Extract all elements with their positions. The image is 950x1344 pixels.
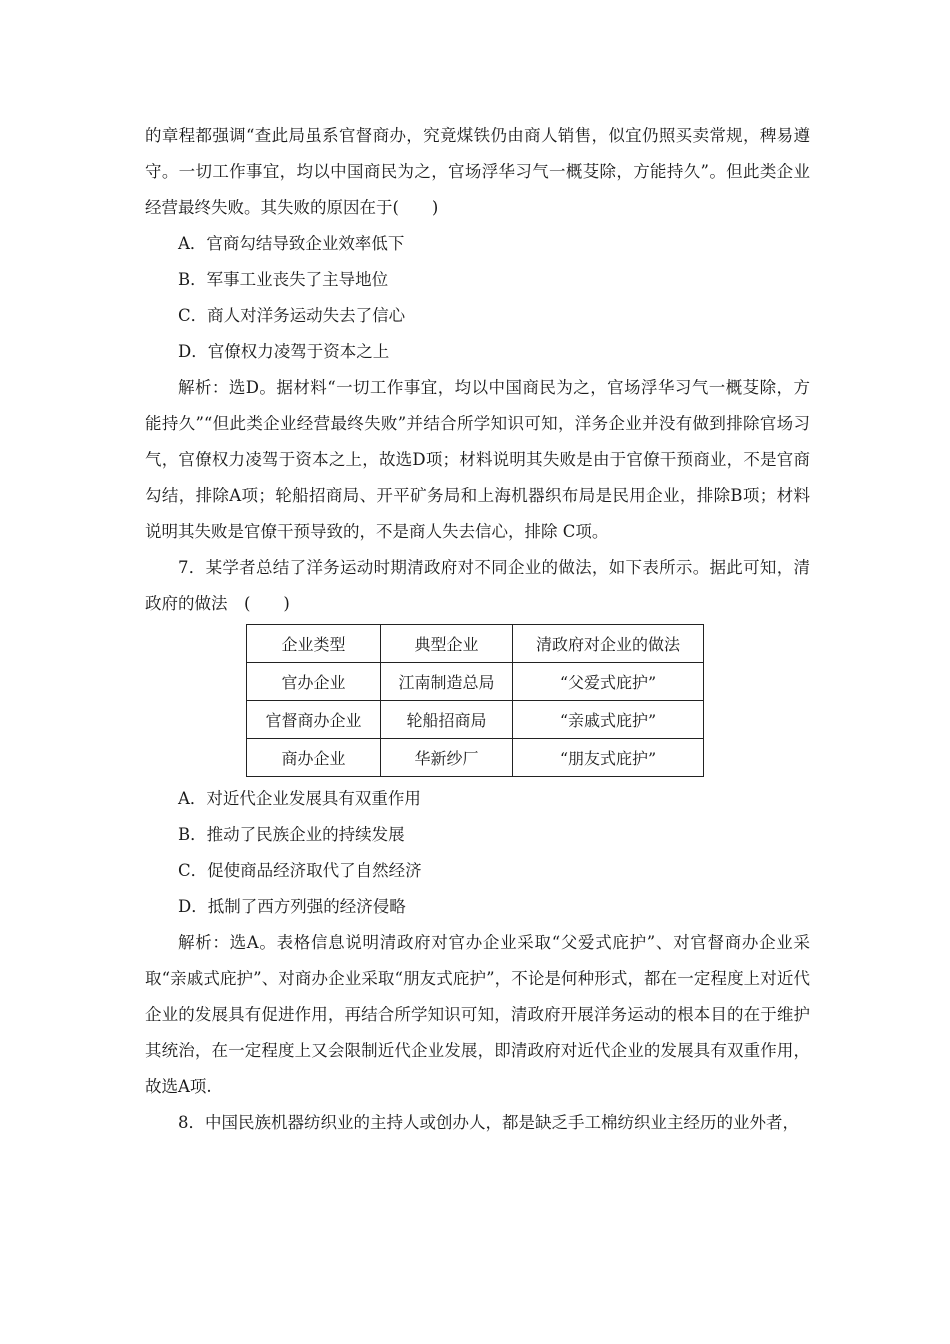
- table-cell: 官办企业: [247, 663, 381, 701]
- q7-option-c: C．促使商品经济取代了自然经济: [178, 861, 422, 880]
- table-header-cell: 清政府对企业的做法: [513, 625, 704, 663]
- table-row: [247, 663, 704, 701]
- table-cell: 华新纱厂: [381, 739, 513, 777]
- table-cell: “亲戚式庇护”: [513, 701, 704, 739]
- table-header-cell: 典型企业: [381, 625, 513, 663]
- q6-option-d: D．官僚权力凌驾于资本之上: [178, 342, 390, 361]
- q6-stem-continuation: 的章程都强调“查此局虽系官督商办，究竟煤铁仍由商人销售，似宜仍照买卖常规，稗易遵守。一切工作事宜，均以中国商民为之，官场浮华习气一概芟除，方能持久”。但此类企业经营最终失败。其失败的原因在于( ): [145, 126, 810, 217]
- q7-option-d: D．抵制了西方列强的经济侵略: [178, 897, 406, 916]
- table-header-cell: 企业类型: [247, 625, 381, 663]
- table-row: [247, 701, 704, 739]
- q6-option-a: A．官商勾结导致企业效率低下: [178, 234, 405, 253]
- table-header-row: [247, 625, 704, 663]
- q7-table: [246, 624, 704, 777]
- table-cell: 官督商办企业: [247, 701, 381, 739]
- table-cell: 商办企业: [247, 739, 381, 777]
- q8-stem: 8．中国民族机器纺织业的主持人或创办人，都是缺乏手工棉纺织业主经历的业外者，: [178, 1113, 799, 1132]
- q7-option-b: B．推动了民族企业的持续发展: [178, 825, 405, 844]
- q7-analysis: 解析：选A。表格信息说明清政府对官办企业采取“父爱式庇护”、对官督商办企业采取“亲戚式庇护”、对商办企业采取“朋友式庇护”，不论是何种形式，都在一定程度上对近代企业的发展具有促进作用，再结合所学知识可知，清政府开展洋务运动的根本目的在于维护其统治，在一定程度上又会限制近代企业发展，即清政府对近代企业的发展具有双重作用，故选A项.: [145, 933, 810, 1096]
- q6-analysis: 解析：选D。据材料“一切工作事宜，均以中国商民为之，官场浮华习气一概芟除，方能持久”“但此类企业经营最终失败”并结合所学知识可知，洋务企业并没有做到排除官场习气，官僚权力凌驾于资本之上，故选D项；材料说明其失败是由于官僚干预商业，不是官商勾结，排除A项；轮船招商局、开平矿务局和上海机器织布局是民用企业，排除B项；材料说明其失败是官僚干预导致的，不是商人失去信心，排除 C项。: [145, 378, 810, 541]
- table-cell: 轮船招商局: [381, 701, 513, 739]
- table-cell: “朋友式庇护”: [513, 739, 704, 777]
- q7-table-wrapper: [246, 624, 810, 777]
- document-page: [145, 118, 810, 1141]
- q7-option-a: A．对近代企业发展具有双重作用: [178, 789, 421, 808]
- q7-stem: 7．某学者总结了洋务运动时期清政府对不同企业的做法，如下表所示。据此可知，清政府的做法 ( ): [145, 558, 810, 613]
- table-cell: 江南制造总局: [381, 663, 513, 701]
- q6-option-c: C．商人对洋务运动失去了信心: [178, 306, 406, 325]
- q6-option-b: B．军事工业丧失了主导地位: [178, 270, 389, 289]
- table-row: [247, 739, 704, 777]
- table-cell: “父爱式庇护”: [513, 663, 704, 701]
